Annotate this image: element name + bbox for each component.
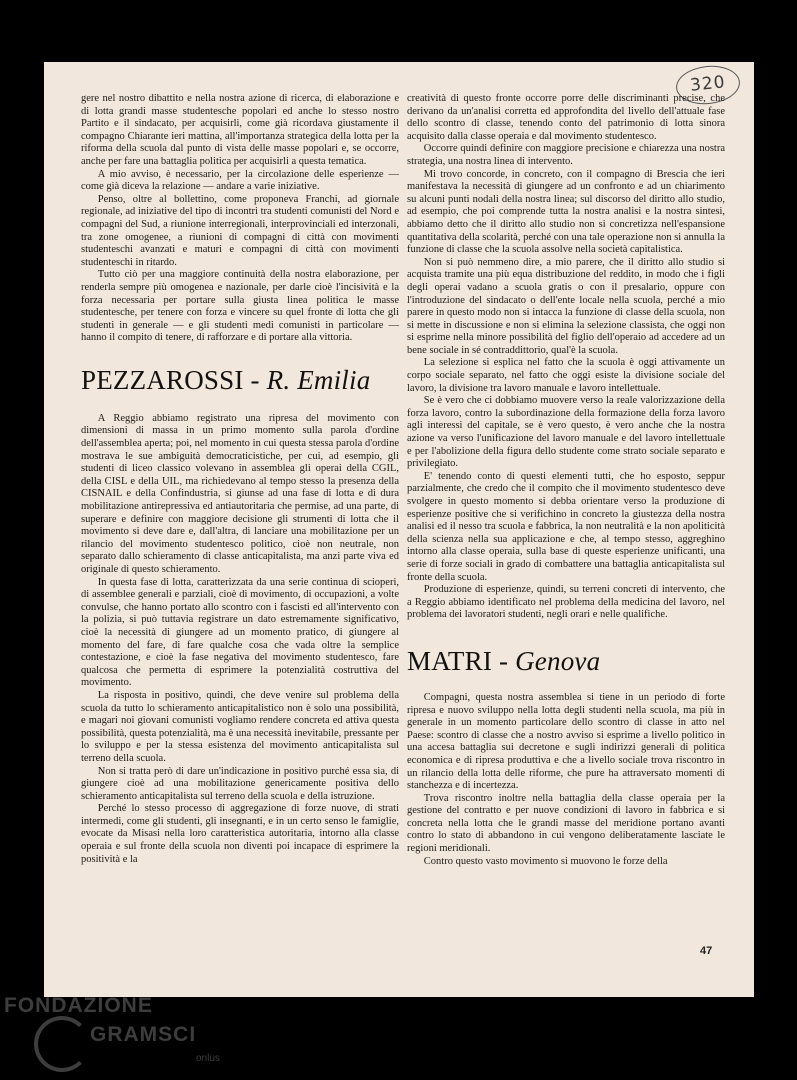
paragraph: Occorre quindi definire con maggiore precisione e chiarezza una nostra strategia, una nostra linea di intervento. <box>407 143 725 167</box>
paragraph: Non si tratta però di dare un'indicazione in positivo purché essa sia, di giungere cioè ad una mobilitazione genericamente positiva dello schieramento anticapitalista sul terreno della scuola e della istruzione. <box>81 765 399 802</box>
watermark-line-1: FONDAZIONE <box>4 994 153 1017</box>
paragraph: Penso, oltre al bollettino, come proponeva Franchi, ad giornale regionale, ad iniziative del tipo di incontri tra studenti comunisti del Nord e compagni del Sud, a riunione interregionali, interprovinciali ed interzonali, tra zone omogenee, a riunioni di compagni di città con movimenti studenteschi avanzati e maturi e compagni di città con movimenti studenteschi in ritardo. <box>81 193 399 268</box>
right-column <box>407 93 725 868</box>
speaker-city: R. Emilia <box>266 364 371 395</box>
paragraph: In questa fase di lotta, caratterizzata da una serie continua di scioperi, di assemblee generali e parziali, cioè di movimento, di occupazioni, a volte convulse, che hanno portato allo scontro con i fascisti ed all'intervento con la polizia, si può tuttavia registrare un dato estremamente significativo, cioè la necessità di giungere ad un momento pratico, di giungere al momento del fare, di fare qualche cosa che vada oltre la semplice contestazione, e cioè la fase negativa del movimento studentesco, fare qualcosa che permetta di esprimere la potenzialità costruttiva del movimento. <box>81 576 399 689</box>
watermark-line-3: onlus <box>196 1053 220 1064</box>
page-number: 47 <box>700 945 713 957</box>
paragraph: Non si può nemmeno dire, a mio parere, che il diritto allo studio si acquista tramite una più equa distribuzione del reddito, in modo che i figli degli operai vadano a scuola gratis o con il presalario, oppure con l'introduzione del sindacato o dell'ente locale nella scuola, perché a mio parere in questo modo non si intacca la funzione di classe della scuola, non si mette in discussione e non si elimina la selezione classista, che oggi non si esprime nella minore possibilità del figlio dell'operaio ad accedere ad un bene sociale in sé contraddittorio, qual'è la scuola. <box>407 256 725 356</box>
section-heading-pezzarossi <box>81 365 399 395</box>
paragraph: La risposta in positivo, quindi, che deve venire sul problema della scuola da tutto lo schieramento anticapitalistico non è solo una possibilità, e magari noi giovani comunisti vogliamo rendere concreta ed attiva questa possibilità, questa potenzialità, ma è una necessità inevitabile, pressante per lo sviluppo e per la stessa esistenza del movimento anticapitalista sul terreno della scuola. <box>81 689 399 764</box>
document-page <box>44 62 754 997</box>
section-heading-matri <box>407 646 725 676</box>
fondazione-gramsci-watermark <box>0 990 220 1080</box>
speaker-surname: PEZZAROSSI - <box>81 364 267 395</box>
paragraph: Se è vero che ci dobbiamo muovere verso la reale valorizzazione della forza lavoro, contro la subordinazione della formazione della forza lavoro agli interessi del capitale, se è vero questo, è vero anche che la nostra azione va verso l'unificazione del lavoro manuale e del lavoro intellettuale e per l'abolizione della figura dello studente come strato sociale separato e privilegiato. <box>407 395 725 470</box>
watermark-line-2: GRAMSCI <box>90 1023 197 1046</box>
paragraph: Trova riscontro inoltre nella battaglia della classe operaia per la gestione del contratto e per nuove condizioni di lavoro in fabbrica e si concreta nella lotta che le grandi masse del meridione portano avanti contro lo stato di abbandono in cui vengono deliberatamente lasciate le regioni meridionali. <box>407 792 725 855</box>
paragraph: creatività di questo fronte occorre porre delle discriminanti precise, che derivano da un'analisi corretta ed approfondita del livello dell'attuale fase dello scontro di classe, tenendo conto del patrimonio di lotta sinora acquisito dalla classe operaia e dal movimento studentesco. <box>407 93 725 142</box>
paragraph: E' tenendo conto di questi elementi tutti, che ho esposto, seppur parzialmente, che credo che il compito che il movimento studentesco deve svolgere in questo momento si debba orientare verso la produzione di esperienze positive che si verifichino in concreto la giustezza della nostra analisi ed il nesso tra scuola e fabbrica, la non neutralità e la non apoliticità della scienza nella sua applicazione e che, al tempo stesso, aggreghino intorno alla classe operaia, sulla base di queste esperienze unificanti, una serie di forze sociali in grado di combattere una battaglia anticapitalista sul fronte della scuola. <box>407 470 725 583</box>
paragraph: A mio avviso, è necessario, per la circolazione delle esperienze — come già diceva la relazione — andare a varie iniziative. <box>81 168 399 193</box>
paragraph: Perché lo stesso processo di aggregazione di forze nuove, di strati intermedi, come gli studenti, gli insegnanti, e in un certo senso le famiglie, evocate da Misasi nella loro caratteristica autoritaria, intorno alla classe operaia e sul fronte della scuola non diventi poi incapace di esprimere la positività e la <box>81 803 399 865</box>
paragraph: A Reggio abbiamo registrato una ripresa del movimento con dimensioni di massa in un primo momento sulla parola d'ordine dell'assemblea aperta; poi, nel momento in cui questa stessa parola d'ordine mostrava le sue ambiguità democraticistiche, per cui, ad esempio, gli studenti di liceo classico volevano in assemblea gli operai della CGIL, della CISL e della UIL, ma richiedevano al tempo stesso la presenza della CISNAIL e della Confindustria, si giunse ad una fase di lotta e di dura mobilitazione antirepressiva ed antiautoritaria che permise, ad una parte, di superare e definire con maggiore decisione gli strumenti di lotta che il movimento si deve dare e, dall'altra, di lanciare una mobilitazione per un rilancio del movimento studentesco politico, cioè non neutrale, non separato dallo schieramento di classe anticapitalista, ma anzi parte viva ed originale di questo schieramento. <box>81 412 399 575</box>
speaker-city: Genova <box>515 645 601 676</box>
archive-number-stamp: 320 <box>674 63 742 107</box>
paragraph: La selezione si esplica nel fatto che la scuola è oggi attivamente un corpo sociale separato, nel fatto che oggi esiste la divisione sociale del lavoro, la divisione tra lavoro manuale e lavoro intellettuale. <box>407 357 725 394</box>
paragraph: Compagni, questa nostra assemblea si tiene in un periodo di forte ripresa e nuovo sviluppo nella lotta degli studenti nella scuola, ma più in generale in un momento particolare dello scontro di classe in atto nel Paese: scontro di classe che a nostro avviso si esprime a livello politico in una accesa battaglia sui decretone e sugli indirizzi generali di politica economica e di ripresa produttiva e che a livello sociale trova riscontro in un rilancio della lotta delle riforme, che pure ha attraversato momenti di stanchezza e di incertezza. <box>407 691 725 792</box>
paragraph: Mi trovo concorde, in concreto, con il compagno di Brescia che ieri manifestava la necessità di giungere ad un confronto e ad un chiarimento su alcuni punti nodali della nostra linea; sul discorso del diritto allo studio, ad esempio, che poi comprende tutta la nostra analisi e la nostra sintesi, abbiamo detto che il diritto allo studio non si concretizza nell'espansione quantitativa della scolarità, perché con una tale operazione non si annulla la funzione di classe che la scuola assolve nella società capitalistica. <box>407 168 725 256</box>
logo-ring-icon <box>34 1016 90 1072</box>
paragraph: gere nel nostro dibattito e nella nostra azione di ricerca, di elaborazione e di lotta grandi masse studentesche popolari ed anche lo stesso nostro Partito e il sindacato, per acquisirli, come già ricordava giustamente il compagno Chiarante ieri mattina, all'importanza strategica della lotta per la riforma della scuola dal punto di vista delle masse popolari e, se occorre, anche per fare una battaglia politica per acquisirli a questa tematica. <box>81 93 399 167</box>
paragraph: Produzione di esperienze, quindi, su terreni concreti di intervento, che a Reggio abbiamo identificato nel problema della medicina del lavoro, nel problema dei lavoratori studenti, negli orari e nelle qualifiche. <box>407 584 725 621</box>
paragraph: Tutto ciò per una maggiore continuità della nostra elaborazione, per renderla sempre più omogenea e nazionale, per darle cioè l'incisività e la forza necessaria per portare sulla giusta linea politica le masse studentesche, per tenere con forza e vincere su quel fronte di lotta che gli studenti in generale — e gli studenti medi comunisti in particolare — hanno il compito di tenere, di rafforzare e di portare alla vittoria. <box>81 269 399 344</box>
left-column <box>81 93 399 866</box>
paragraph: Contro questo vasto movimento si muovono le forze della <box>423 855 668 867</box>
speaker-surname: MATRI - <box>407 645 516 676</box>
